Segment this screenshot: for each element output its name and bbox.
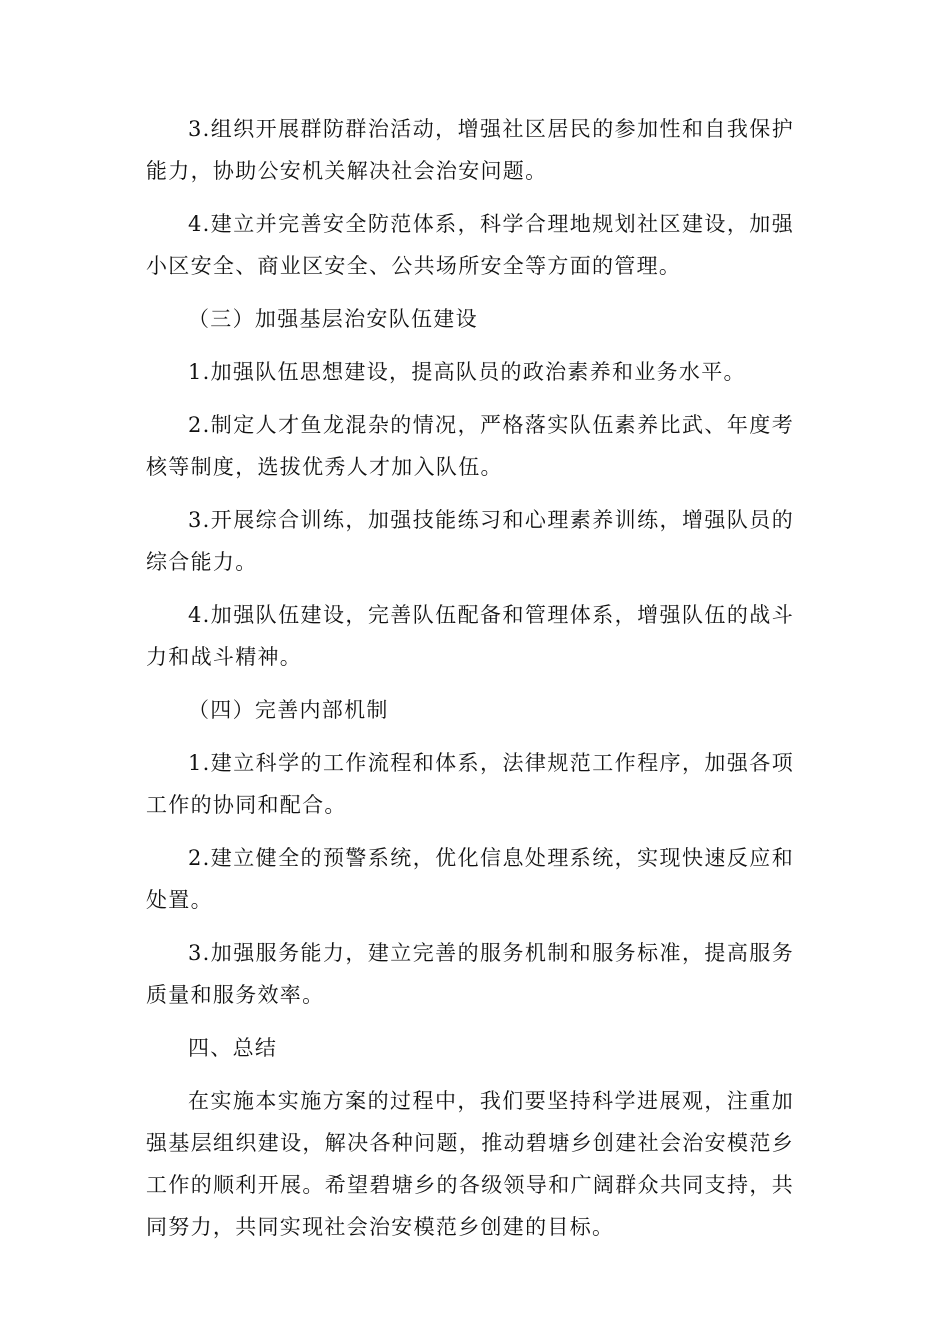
document-page bbox=[146, 108, 794, 1248]
paragraph-4-team-system: 4.加强队伍建设，完善队伍配备和管理体系，增强队伍的战斗力和战斗精神。 bbox=[146, 603, 794, 669]
paragraph-summary: 在实施本实施方案的过程中，我们要坚持科学进展观，注重加强基层组织建设，解决各种问题，推动碧塘乡创建社会治安模范乡工作的顺利开展。希望碧塘乡的各级领导和广阔群众共同支持，共同努力，共同实现社会治安模范乡创建的目标。 bbox=[146, 1089, 794, 1239]
paragraph-2-warning-system: 2.建立健全的预警系统，优化信息处理系统，实现快速反应和处置。 bbox=[146, 846, 794, 912]
paragraph-3-service: 3.加强服务能力，建立完善的服务机制和服务标准，提高服务质量和服务效率。 bbox=[146, 941, 794, 1007]
paragraph-1-ideology: 1.加强队伍思想建设，提高队员的政治素养和业务水平。 bbox=[188, 360, 746, 384]
section-heading-team-building: （三）加强基层治安队伍建设 bbox=[188, 307, 478, 331]
paragraph-3-training: 3.开展综合训练，加强技能练习和心理素养训练，增强队员的综合能力。 bbox=[146, 508, 794, 574]
paragraph-3-community-participation: 3.组织开展群防群治活动，增强社区居民的参加性和自我保护能力，协助公安机关解决社会治安问题。 bbox=[146, 117, 794, 183]
section-heading-summary: 四、总结 bbox=[188, 1036, 278, 1060]
paragraph-2-talent: 2.制定人才鱼龙混杂的情况，严格落实队伍素养比武、年度考核等制度，选拔优秀人才加入队伍。 bbox=[146, 413, 794, 479]
paragraph-4-security-system: 4.建立并完善安全防范体系，科学合理地规划社区建设，加强小区安全、商业区安全、公共场所安全等方面的管理。 bbox=[146, 212, 794, 278]
paragraph-1-workflow: 1.建立科学的工作流程和体系，法律规范工作程序，加强各项工作的协同和配合。 bbox=[146, 751, 794, 817]
section-heading-internal-mechanism: （四）完善内部机制 bbox=[188, 698, 389, 722]
